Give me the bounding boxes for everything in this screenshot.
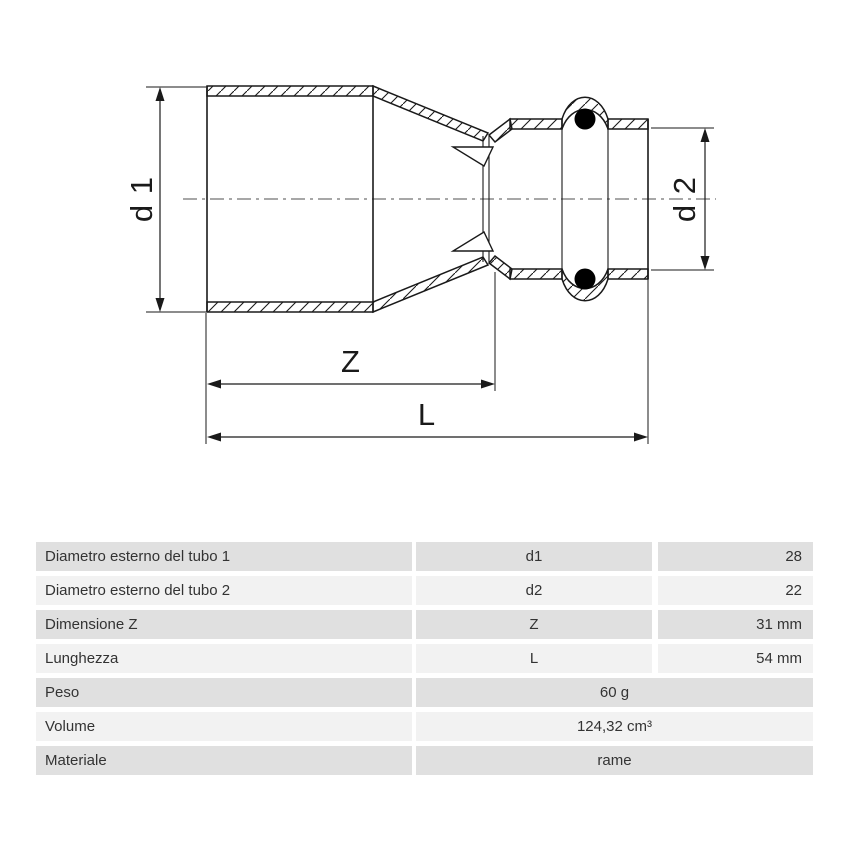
spec-row-diametro-tubo-2 — [36, 576, 813, 605]
wall-bottom-large — [207, 302, 373, 312]
spec-symbol: d2 — [416, 576, 652, 605]
wall-bottom-small-left — [510, 269, 562, 279]
mouth-flare-top — [489, 119, 512, 142]
spec-label: Diametro esterno del tubo 2 — [36, 576, 412, 605]
spec-row-diametro-tubo-1 — [36, 542, 813, 571]
wall-cone-bottom — [373, 257, 488, 312]
spec-label: Materiale — [36, 746, 412, 775]
spec-value: 28 — [658, 542, 813, 571]
spec-label: Lunghezza — [36, 644, 412, 673]
spec-table — [36, 542, 813, 780]
spec-value: 60 g — [416, 678, 813, 707]
spec-value: 124,32 cm³ — [416, 712, 813, 741]
wall-top-small-right — [608, 119, 648, 129]
spec-label: Peso — [36, 678, 412, 707]
dim-d2 — [651, 128, 714, 270]
spec-value: rame — [416, 746, 813, 775]
d2-label: d 2 — [667, 175, 702, 223]
spec-value: 54 mm — [658, 644, 813, 673]
mouth-flare-bottom — [489, 256, 512, 279]
spec-row-dimensione-z — [36, 610, 813, 639]
wall-bottom-small-right — [608, 269, 648, 279]
spec-label: Dimensione Z — [36, 610, 412, 639]
o-ring-bottom — [575, 269, 596, 290]
dim-z — [207, 272, 495, 391]
o-ring-top — [575, 109, 596, 130]
wall-top-small-left — [510, 119, 562, 129]
spec-row-lunghezza — [36, 644, 813, 673]
wall-top-large — [207, 86, 373, 96]
spec-row-materiale — [36, 746, 813, 775]
d1-label: d 1 — [124, 175, 159, 223]
l-label: L — [417, 397, 437, 432]
spec-symbol: Z — [416, 610, 652, 639]
spec-row-volume — [36, 712, 813, 741]
spec-value: 22 — [658, 576, 813, 605]
wall-cone-top — [373, 86, 488, 141]
spec-value: 31 mm — [658, 610, 813, 639]
spec-row-peso — [36, 678, 813, 707]
spec-symbol: d1 — [416, 542, 652, 571]
spec-label: Volume — [36, 712, 412, 741]
z-label: Z — [341, 344, 361, 379]
spec-symbol: L — [416, 644, 652, 673]
spec-label: Diametro esterno del tubo 1 — [36, 542, 412, 571]
